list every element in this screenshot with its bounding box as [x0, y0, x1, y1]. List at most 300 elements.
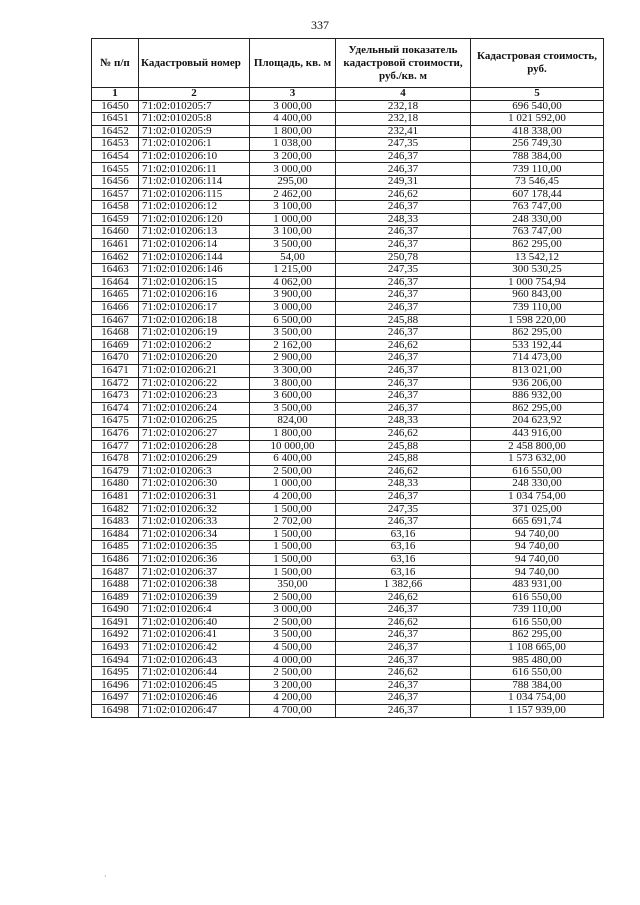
table-row [92, 705, 604, 718]
cost-value: 665 691,74 [471, 516, 604, 529]
rate-value: 246,62 [336, 465, 471, 478]
rate-value: 246,62 [336, 616, 471, 629]
area-value: 1 800,00 [250, 125, 336, 138]
cadastral-number: 71:02:010206:24 [139, 402, 250, 415]
row-number: 16498 [92, 705, 139, 718]
row-number: 16460 [92, 226, 139, 239]
row-number: 16489 [92, 591, 139, 604]
row-number: 16481 [92, 490, 139, 503]
cost-value: 862 295,00 [471, 629, 604, 642]
column-number: 2 [139, 88, 250, 101]
column-number: 5 [471, 88, 604, 101]
cadastral-number: 71:02:010206:10 [139, 150, 250, 163]
rate-value: 246,37 [336, 327, 471, 340]
cadastral-number: 71:02:010206:30 [139, 478, 250, 491]
row-number: 16472 [92, 377, 139, 390]
cost-value: 94 740,00 [471, 541, 604, 554]
cadastral-number: 71:02:010206:22 [139, 377, 250, 390]
rate-value: 245,88 [336, 314, 471, 327]
cadastral-number: 71:02:010206:42 [139, 642, 250, 655]
cadastral-number: 71:02:010206:32 [139, 503, 250, 516]
area-value: 3 100,00 [250, 226, 336, 239]
table-row [92, 616, 604, 629]
column-number: 3 [250, 88, 336, 101]
row-number: 16473 [92, 390, 139, 403]
table-row [92, 226, 604, 239]
cadastral-number: 71:02:010206:47 [139, 705, 250, 718]
cost-value: 1 573 632,00 [471, 453, 604, 466]
area-value: 1 500,00 [250, 566, 336, 579]
table-row [92, 377, 604, 390]
table-row [92, 352, 604, 365]
rate-value: 245,88 [336, 440, 471, 453]
table-row [92, 125, 604, 138]
table-row [92, 113, 604, 126]
row-number: 16487 [92, 566, 139, 579]
area-value: 4 062,00 [250, 276, 336, 289]
cost-value: 862 295,00 [471, 402, 604, 415]
table-row [92, 239, 604, 252]
row-number: 16454 [92, 150, 139, 163]
cost-value: 248 330,00 [471, 478, 604, 491]
rate-value: 246,37 [336, 276, 471, 289]
row-number: 16479 [92, 465, 139, 478]
cadastral-number: 71:02:010206:19 [139, 327, 250, 340]
table-row [92, 440, 604, 453]
cadastral-number: 71:02:010206:16 [139, 289, 250, 302]
area-value: 1 500,00 [250, 528, 336, 541]
cost-value: 73 546,45 [471, 176, 604, 189]
cadastral-number: 71:02:010206:43 [139, 654, 250, 667]
cadastral-number: 71:02:010206:27 [139, 427, 250, 440]
area-value: 1 500,00 [250, 503, 336, 516]
area-value: 3 600,00 [250, 390, 336, 403]
rate-value: 246,37 [336, 654, 471, 667]
table-row [92, 642, 604, 655]
row-number: 16465 [92, 289, 139, 302]
header-cost: Кадастровая стоимость, руб. [471, 39, 604, 88]
row-number: 16475 [92, 415, 139, 428]
table-row [92, 188, 604, 201]
table-row [92, 667, 604, 680]
area-value: 1 800,00 [250, 427, 336, 440]
table-row [92, 339, 604, 352]
column-number-row [92, 88, 604, 101]
cost-value: 1 034 754,00 [471, 490, 604, 503]
area-value: 1 215,00 [250, 264, 336, 277]
cadastral-number: 71:02:010206:18 [139, 314, 250, 327]
table-row [92, 465, 604, 478]
cadastral-number: 71:02:010206:45 [139, 679, 250, 692]
rate-value: 246,37 [336, 302, 471, 315]
row-number: 16452 [92, 125, 139, 138]
area-value: 2 500,00 [250, 465, 336, 478]
cadastral-number: 71:02:010206:14 [139, 239, 250, 252]
area-value: 4 500,00 [250, 642, 336, 655]
cadastral-number: 71:02:010206:36 [139, 553, 250, 566]
cadastral-number: 71:02:010206:114 [139, 176, 250, 189]
area-value: 350,00 [250, 579, 336, 592]
table-row [92, 503, 604, 516]
table-row [92, 302, 604, 315]
rate-value: 63,16 [336, 553, 471, 566]
row-number: 16463 [92, 264, 139, 277]
cost-value: 300 530,25 [471, 264, 604, 277]
rate-value: 246,37 [336, 239, 471, 252]
row-number: 16453 [92, 138, 139, 151]
cost-value: 204 623,92 [471, 415, 604, 428]
table-row [92, 251, 604, 264]
rate-value: 247,35 [336, 138, 471, 151]
cadastral-number: 71:02:010206:25 [139, 415, 250, 428]
cadastral-number: 71:02:010206:4 [139, 604, 250, 617]
cost-value: 696 540,00 [471, 100, 604, 113]
cadastral-number: 71:02:010206:20 [139, 352, 250, 365]
area-value: 1 500,00 [250, 553, 336, 566]
area-value: 3 100,00 [250, 201, 336, 214]
table-row [92, 453, 604, 466]
table-row [92, 516, 604, 529]
table-row [92, 163, 604, 176]
cadastral-number: 71:02:010206:23 [139, 390, 250, 403]
area-value: 2 500,00 [250, 616, 336, 629]
rate-value: 249,31 [336, 176, 471, 189]
rate-value: 63,16 [336, 528, 471, 541]
cost-value: 371 025,00 [471, 503, 604, 516]
row-number: 16494 [92, 654, 139, 667]
area-value: 2 462,00 [250, 188, 336, 201]
cost-value: 960 843,00 [471, 289, 604, 302]
table-row [92, 604, 604, 617]
cost-value: 607 178,44 [471, 188, 604, 201]
area-value: 2 500,00 [250, 591, 336, 604]
table-row [92, 327, 604, 340]
rate-value: 246,62 [336, 591, 471, 604]
table-row [92, 213, 604, 226]
table-row [92, 478, 604, 491]
cost-value: 616 550,00 [471, 465, 604, 478]
cost-value: 739 110,00 [471, 604, 604, 617]
rate-value: 246,37 [336, 402, 471, 415]
cadastral-number: 71:02:010206:35 [139, 541, 250, 554]
table-row [92, 566, 604, 579]
rate-value: 246,37 [336, 352, 471, 365]
row-number: 16461 [92, 239, 139, 252]
row-number: 16485 [92, 541, 139, 554]
cost-value: 985 480,00 [471, 654, 604, 667]
cadastral-number: 71:02:010206:3 [139, 465, 250, 478]
cadastral-number: 71:02:010206:21 [139, 364, 250, 377]
row-number: 16493 [92, 642, 139, 655]
cadastral-value-table [91, 38, 604, 718]
area-value: 3 300,00 [250, 364, 336, 377]
cost-value: 2 458 800,00 [471, 440, 604, 453]
area-value: 1 500,00 [250, 541, 336, 554]
cadastral-number: 71:02:010206:115 [139, 188, 250, 201]
area-value: 3 000,00 [250, 604, 336, 617]
area-value: 3 500,00 [250, 402, 336, 415]
rate-value: 248,33 [336, 415, 471, 428]
cost-value: 862 295,00 [471, 327, 604, 340]
column-number: 4 [336, 88, 471, 101]
rate-value: 247,35 [336, 264, 471, 277]
table-row [92, 490, 604, 503]
cost-value: 936 206,00 [471, 377, 604, 390]
row-number: 16497 [92, 692, 139, 705]
row-number: 16474 [92, 402, 139, 415]
rate-value: 246,37 [336, 604, 471, 617]
header-area: Площадь, кв. м [250, 39, 336, 88]
cost-value: 1 021 592,00 [471, 113, 604, 126]
table-row [92, 201, 604, 214]
area-value: 2 900,00 [250, 352, 336, 365]
cadastral-number: 71:02:010206:40 [139, 616, 250, 629]
cadastral-number: 71:02:010206:1 [139, 138, 250, 151]
rate-value: 250,78 [336, 251, 471, 264]
table-row [92, 579, 604, 592]
cadastral-number: 71:02:010206:120 [139, 213, 250, 226]
row-number: 16490 [92, 604, 139, 617]
table-row [92, 415, 604, 428]
rate-value: 246,37 [336, 377, 471, 390]
row-number: 16464 [92, 276, 139, 289]
row-number: 16471 [92, 364, 139, 377]
cadastral-number: 71:02:010206:12 [139, 201, 250, 214]
cadastral-number: 71:02:010205:7 [139, 100, 250, 113]
table-row [92, 692, 604, 705]
cost-value: 763 747,00 [471, 226, 604, 239]
cost-value: 616 550,00 [471, 667, 604, 680]
row-number: 16483 [92, 516, 139, 529]
area-value: 4 200,00 [250, 490, 336, 503]
cost-value: 886 932,00 [471, 390, 604, 403]
cost-value: 483 931,00 [471, 579, 604, 592]
cost-value: 739 110,00 [471, 302, 604, 315]
cost-value: 739 110,00 [471, 163, 604, 176]
cost-value: 13 542,12 [471, 251, 604, 264]
cadastral-number: 71:02:010206:34 [139, 528, 250, 541]
rate-value: 246,37 [336, 705, 471, 718]
cost-value: 94 740,00 [471, 566, 604, 579]
table-row [92, 654, 604, 667]
cost-value: 1 598 220,00 [471, 314, 604, 327]
row-number: 16466 [92, 302, 139, 315]
table-row [92, 591, 604, 604]
table-row [92, 541, 604, 554]
header-rate: Удельный показатель кадастровой стоимости, руб./кв. м [336, 39, 471, 88]
row-number: 16480 [92, 478, 139, 491]
row-number: 16476 [92, 427, 139, 440]
cadastral-number: 71:02:010206:17 [139, 302, 250, 315]
row-number: 16467 [92, 314, 139, 327]
table-row [92, 100, 604, 113]
row-number: 16455 [92, 163, 139, 176]
cost-value: 788 384,00 [471, 150, 604, 163]
rate-value: 246,62 [336, 188, 471, 201]
cadastral-number: 71:02:010206:144 [139, 251, 250, 264]
area-value: 3 800,00 [250, 377, 336, 390]
row-number: 16468 [92, 327, 139, 340]
area-value: 3 500,00 [250, 327, 336, 340]
row-number: 16491 [92, 616, 139, 629]
rate-value: 245,88 [336, 453, 471, 466]
area-value: 3 000,00 [250, 163, 336, 176]
table-row [92, 276, 604, 289]
cadastral-number: 71:02:010206:28 [139, 440, 250, 453]
area-value: 3 900,00 [250, 289, 336, 302]
rate-value: 246,62 [336, 667, 471, 680]
area-value: 3 000,00 [250, 100, 336, 113]
cost-value: 533 192,44 [471, 339, 604, 352]
rate-value: 63,16 [336, 541, 471, 554]
row-number: 16484 [92, 528, 139, 541]
cost-value: 1 157 939,00 [471, 705, 604, 718]
row-number: 16459 [92, 213, 139, 226]
area-value: 3 500,00 [250, 239, 336, 252]
page-number: 337 [311, 18, 329, 32]
cost-value: 443 916,00 [471, 427, 604, 440]
rate-value: 246,37 [336, 679, 471, 692]
rate-value: 246,37 [336, 692, 471, 705]
cadastral-number: 71:02:010206:39 [139, 591, 250, 604]
cost-value: 94 740,00 [471, 553, 604, 566]
header-num: № п/п [92, 39, 139, 88]
rate-value: 246,37 [336, 201, 471, 214]
row-number: 16488 [92, 579, 139, 592]
cost-value: 418 338,00 [471, 125, 604, 138]
area-value: 3 000,00 [250, 302, 336, 315]
cadastral-number: 71:02:010206:33 [139, 516, 250, 529]
table-row [92, 150, 604, 163]
rate-value: 246,37 [336, 490, 471, 503]
row-number: 16451 [92, 113, 139, 126]
row-number: 16478 [92, 453, 139, 466]
scan-mark: · [104, 872, 107, 881]
area-value: 10 000,00 [250, 440, 336, 453]
row-number: 16462 [92, 251, 139, 264]
area-value: 4 400,00 [250, 113, 336, 126]
area-value: 3 500,00 [250, 629, 336, 642]
row-number: 16458 [92, 201, 139, 214]
rate-value: 232,18 [336, 100, 471, 113]
column-number: 1 [92, 88, 139, 101]
cadastral-number: 71:02:010206:46 [139, 692, 250, 705]
cadastral-number: 71:02:010206:31 [139, 490, 250, 503]
cadastral-number: 71:02:010206:41 [139, 629, 250, 642]
cadastral-number: 71:02:010206:146 [139, 264, 250, 277]
table-row [92, 427, 604, 440]
rate-value: 248,33 [336, 213, 471, 226]
table-row [92, 138, 604, 151]
table-row [92, 364, 604, 377]
rate-value: 246,37 [336, 150, 471, 163]
row-number: 16469 [92, 339, 139, 352]
area-value: 4 700,00 [250, 705, 336, 718]
table-row [92, 314, 604, 327]
table-body [92, 88, 604, 718]
cost-value: 248 330,00 [471, 213, 604, 226]
area-value: 3 200,00 [250, 679, 336, 692]
table-row [92, 629, 604, 642]
cost-value: 763 747,00 [471, 201, 604, 214]
area-value: 1 000,00 [250, 478, 336, 491]
table-row [92, 528, 604, 541]
area-value: 824,00 [250, 415, 336, 428]
area-value: 6 400,00 [250, 453, 336, 466]
rate-value: 1 382,66 [336, 579, 471, 592]
area-value: 2 702,00 [250, 516, 336, 529]
rate-value: 246,62 [336, 427, 471, 440]
header-cadastral-number: Кадастровый номер [139, 39, 250, 88]
table-row [92, 264, 604, 277]
area-value: 4 200,00 [250, 692, 336, 705]
area-value: 295,00 [250, 176, 336, 189]
rate-value: 248,33 [336, 478, 471, 491]
rate-value: 247,35 [336, 503, 471, 516]
rate-value: 246,37 [336, 163, 471, 176]
rate-value: 246,37 [336, 289, 471, 302]
area-value: 1 000,00 [250, 213, 336, 226]
row-number: 16477 [92, 440, 139, 453]
area-value: 6 500,00 [250, 314, 336, 327]
cost-value: 788 384,00 [471, 679, 604, 692]
row-number: 16495 [92, 667, 139, 680]
area-value: 2 162,00 [250, 339, 336, 352]
cadastral-number: 71:02:010206:38 [139, 579, 250, 592]
cost-value: 616 550,00 [471, 591, 604, 604]
cadastral-number: 71:02:010206:11 [139, 163, 250, 176]
cost-value: 1 034 754,00 [471, 692, 604, 705]
area-value: 4 000,00 [250, 654, 336, 667]
table-header [92, 39, 604, 88]
row-number: 16456 [92, 176, 139, 189]
rate-value: 246,37 [336, 364, 471, 377]
area-value: 3 200,00 [250, 150, 336, 163]
rate-value: 232,18 [336, 113, 471, 126]
rate-value: 246,62 [336, 339, 471, 352]
table-row [92, 553, 604, 566]
area-value: 1 038,00 [250, 138, 336, 151]
rate-value: 246,37 [336, 390, 471, 403]
table-row [92, 679, 604, 692]
cadastral-number: 71:02:010206:2 [139, 339, 250, 352]
row-number: 16492 [92, 629, 139, 642]
rate-value: 246,37 [336, 629, 471, 642]
cadastral-number: 71:02:010206:29 [139, 453, 250, 466]
rate-value: 246,37 [336, 516, 471, 529]
area-value: 2 500,00 [250, 667, 336, 680]
cost-value: 616 550,00 [471, 616, 604, 629]
row-number: 16486 [92, 553, 139, 566]
table-row [92, 390, 604, 403]
rate-value: 63,16 [336, 566, 471, 579]
cost-value: 1 000 754,94 [471, 276, 604, 289]
cost-value: 1 108 665,00 [471, 642, 604, 655]
cadastral-number: 71:02:010206:13 [139, 226, 250, 239]
row-number: 16457 [92, 188, 139, 201]
cost-value: 714 473,00 [471, 352, 604, 365]
cadastral-number: 71:02:010205:8 [139, 113, 250, 126]
cadastral-number: 71:02:010205:9 [139, 125, 250, 138]
header-row [92, 39, 604, 88]
cost-value: 813 021,00 [471, 364, 604, 377]
row-number: 16496 [92, 679, 139, 692]
rate-value: 246,37 [336, 226, 471, 239]
cost-value: 94 740,00 [471, 528, 604, 541]
cadastral-number: 71:02:010206:44 [139, 667, 250, 680]
table-row [92, 289, 604, 302]
cost-value: 862 295,00 [471, 239, 604, 252]
